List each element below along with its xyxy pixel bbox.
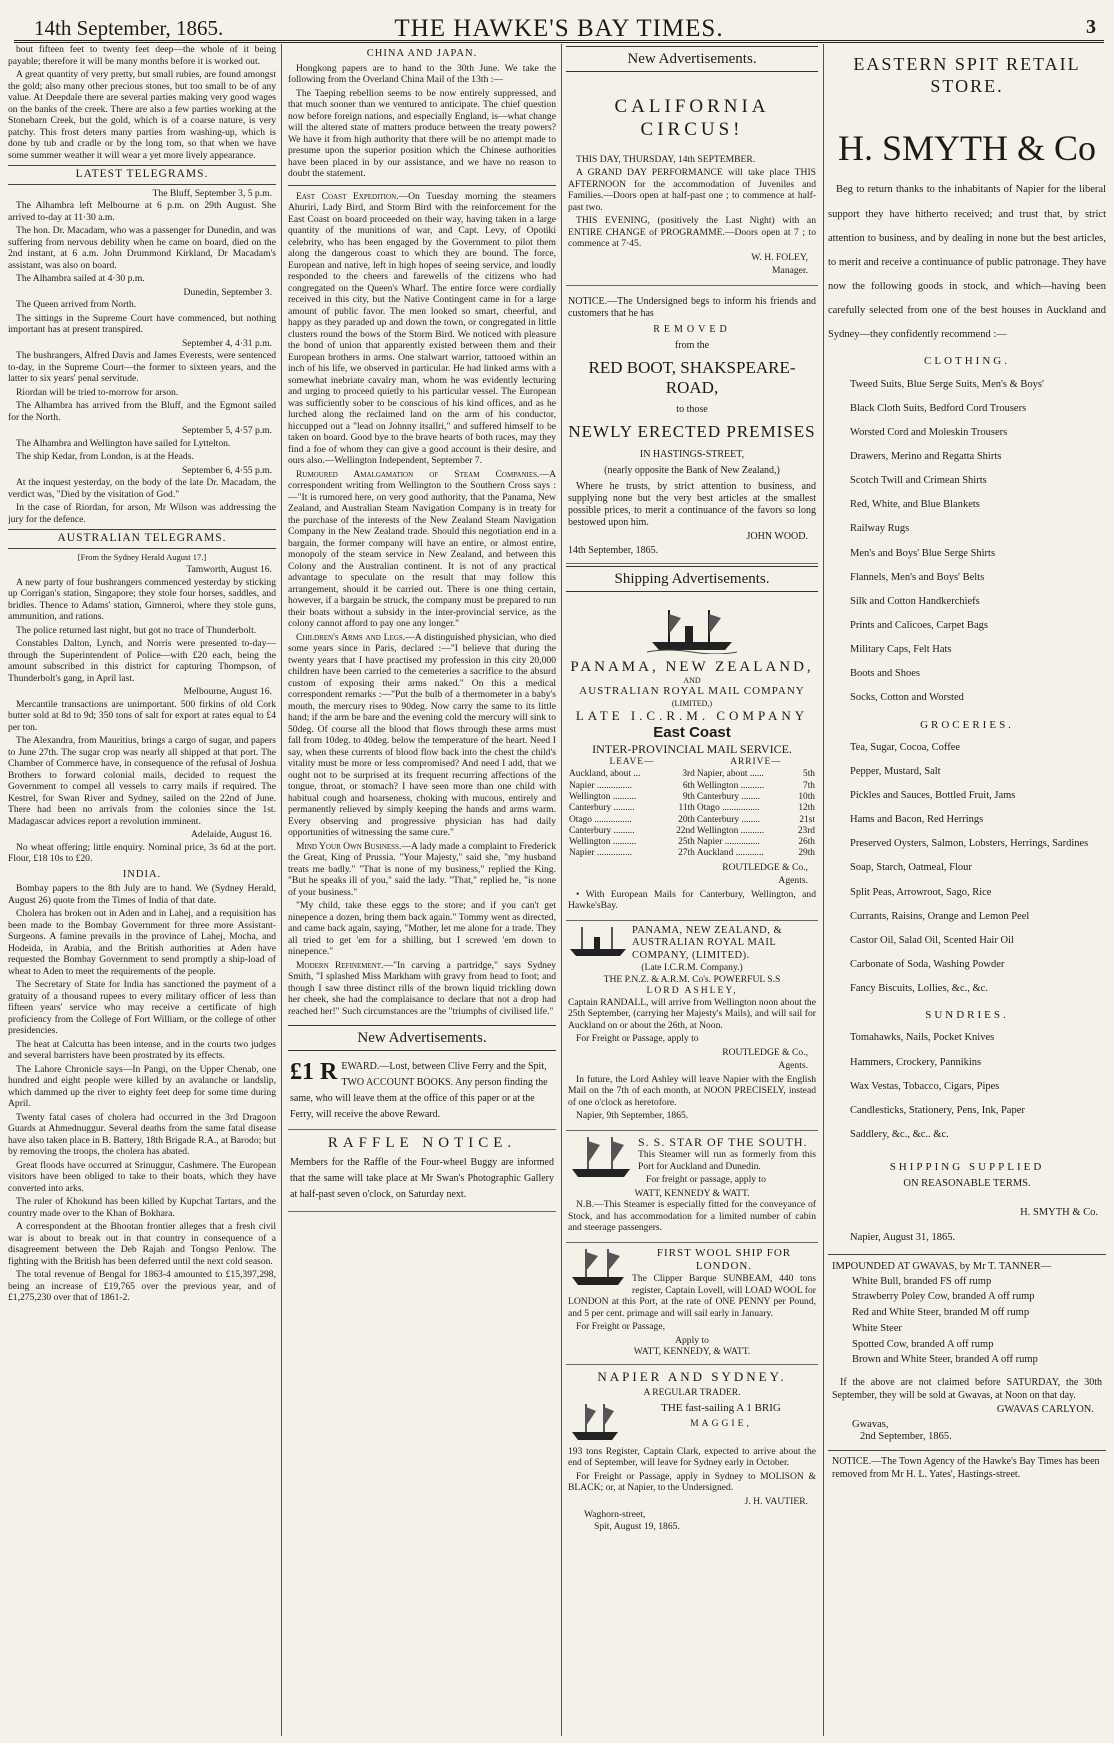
groceries-heading: GROCERIES.	[920, 718, 1014, 731]
clothing-heading: CLOTHING.	[924, 355, 1010, 368]
ashley-date: Napier, 9th September, 1865.	[576, 1110, 689, 1122]
stock-item: Preserved Oysters, Salmon, Lobsters, Herrings, Sardines	[850, 838, 1089, 850]
paragraph-text: "My child, take these eggs to the store; and if you can't get ninepence a dozen, bring them back again." Tommy went as directed, and came back again, saying, "Mother, let me alone for a trade. They all tried to get 'em for a shilling, but I screwed 'em down to ninepence."	[288, 900, 556, 958]
schedule-cell: 10th	[798, 791, 815, 802]
mining-report	[8, 44, 276, 161]
circus-paragraph: A GRAND DAY PERFORMANCE will take place THIS AFTERNOON for the accommodation of Juveniles and Families.—Doors open at half-past one ; to commence at half-past two.	[568, 167, 816, 213]
telegram-text: Constables Dalton, Lynch, and Norris were presented to-day—through the Superintendent of Police—with £20 each, being the amount subscribed in this district for capturing Thompson, of Thunderbolt's gang, in April last.	[8, 638, 276, 684]
telegram-text: The police returned last night, but got no trace of Thunderbolt.	[16, 624, 257, 636]
schedule-cell: 12th	[798, 803, 815, 814]
pnz-mail-ad	[566, 596, 818, 921]
schedule-cell: 27th	[678, 848, 695, 859]
schedule-row	[568, 803, 816, 814]
schedule-row	[568, 848, 816, 859]
sydney-heading: NAPIER AND SYDNEY.	[597, 1368, 787, 1384]
agent-name: ROUTLEDGE & Co.,	[722, 1046, 808, 1058]
stock-item: Hammers, Crockery, Pannikins	[850, 1056, 982, 1068]
stock-item: Tomahawks, Nails, Pocket Knives	[850, 1032, 995, 1044]
schedule-cell: Napier, about ......	[696, 769, 764, 780]
australian-telegram-list	[8, 564, 276, 865]
impounded-heading: IMPOUNDED AT GWAVAS, by Mr T. TANNER—	[832, 1261, 1052, 1273]
ashley-future: In future, the Lord Ashley will leave Napier with the English Mail on the 7th of each month, at NOON PRECISELY, instead of one o'clock as heretofore.	[568, 1073, 816, 1108]
circus-paragraph: THIS DAY, THURSDAY, 14th SEPTEMBER.	[576, 153, 756, 165]
schedule-cell: Canterbury ........	[696, 791, 761, 802]
article-paragraph: A great quantity of very pretty, but small rubies, are found amongst the gold; also many other precious stones, but too small to be of any value. At Deepdale there are several parties making very good wages on the banks of the creek. There are also a few parties working at the Stonebarn Creek, but the gold, which is of a coarse nature, is very patchy. This frost deters many parties from washing-up, which is done by tub and cradle or by the long tom, so that when we have some summer weather it will wear a yet more lively appearance.	[8, 69, 276, 161]
article-paragraph: The Lahore Chronicle says—In Pangi, on the Upper Chenab, one hundred and eight people were killed by an avalanche or landslip, which dammed up the river to eighty feet deep for some time during April.	[8, 1063, 276, 1110]
stock-item: Military Caps, Felt Hats	[850, 644, 952, 656]
notice-removed: REMOVED	[653, 323, 731, 335]
steamship-icon	[647, 604, 737, 654]
stock-item: Wax Vestas, Tobacco, Cigars, Pipes	[850, 1080, 1000, 1092]
stock-item: Silk and Cotton Handkerchiefs	[850, 595, 980, 607]
stock-item: Scotch Twill and Crimean Shirts	[850, 475, 987, 487]
dateline: Melbourne, August 16.	[183, 686, 272, 698]
wool-heading: FIRST WOOL SHIP FOR LONDON.	[656, 1246, 792, 1273]
impounded-item: Strawberry Poley Cow, branded A off rump	[852, 1291, 1035, 1303]
pnz-and: AND	[683, 675, 701, 685]
schedule-cell: Otago ................	[696, 803, 760, 814]
pnz-limited: (LIMITED,)	[671, 698, 713, 708]
circus-paragraph: THIS EVENING, (positively the Last Night) with an ENTIRE CHANGE of PROGRAMME.—Doors open at 7 ; to commence at 7·45.	[568, 215, 816, 250]
stock-item: Hams and Bacon, Red Herrings	[850, 814, 984, 826]
brig-freight: For Freight or Passage, apply in Sydney to MOLISON & BLACK; or, at Napier, to the Undersigned.	[568, 1470, 816, 1494]
store-name: EASTERN SPIT RETAIL STORE.	[853, 54, 1081, 96]
stock-item: Socks, Cotton and Worsted	[850, 692, 964, 704]
schedule-row	[568, 826, 816, 837]
article-paragraph: The Taeping rebellion seems to be now entirely suppressed, and that much sooner than we ventured to anticipate. The chief question now before foreign nations, and especially England, is—what change will the altered state of matters produce between the treaty powers? We have it from high authority that there will be no attempt made to presume upon the superior position which the Chinese authorities have been placed in by our assistance, and we have no reason to doubt the statement.	[288, 87, 556, 180]
paragraph-heading: Mind Your Own Business.	[296, 840, 402, 852]
dateline: Dunedin, September 3.	[183, 286, 272, 298]
dateline: September 4, 4·31 p.m.	[181, 337, 272, 349]
ashley-freight: For Freight or Passage, apply to	[576, 1033, 699, 1045]
store-date: Napier, August 31, 1865.	[828, 1222, 1106, 1256]
section-heading-telegrams: LATEST TELEGRAMS.	[8, 165, 276, 185]
column-4	[828, 44, 1106, 1736]
lord-ashley-ad	[566, 921, 818, 1131]
schedule-cell: 29th	[798, 848, 815, 859]
stock-item: Carbonate of Soda, Washing Powder	[850, 958, 1005, 970]
article-paragraph: Bombay papers to the 8th July are to hand. We (Sydney Herald, August 26) quote from the Times of India of that date.	[8, 883, 276, 906]
groceries-list	[828, 736, 1106, 1002]
store-signature: H. SMYTH & Co.	[1020, 1206, 1098, 1218]
stock-item: Pickles and Sauces, Bottled Fruit, Jams	[850, 789, 1016, 801]
paragraph-text: —A distinguished physician, who died some years since in Paris, declared :—"I believe that during the twenty years that I have practised my profession in this city 20,000 children have been carried to the cemeteries a sacrifice to the absurd custom of exposing their arms naked." On this a medical correspondent remarks :—"Put the bulb of a thermometer in a baby's mouth, the mercury rises to 90deg. Now carry the same to its little hand; if the arm be bare and the evening cold the mercury will sink to 50deg. Of course all the blood that flows through these arms must fall from 10deg. to 40deg. below the temperature of the heart. Need I say, when these currents of blood flow back into the chest the child's vitality must be more or less compromised? And need I add, that we ought not to be surprised at its frequent recurring affections of the tongue, throat, or stomach? I have seen more than one child with habitual cough and hoarseness, choking with mucous, entirely and permanently relieved by simply keeping the hands and arms warm. Every observing and progressive physician has had daily opportunities of witnessing the same cure."	[288, 631, 556, 839]
wool-ship-ad	[566, 1243, 818, 1365]
impounded-item: White Steer	[852, 1322, 902, 1334]
sailing-ship-icon	[568, 1247, 628, 1289]
paragraph-heading: Children's Arms and Legs.	[296, 631, 406, 643]
dateline: Adelaide, August 16.	[190, 829, 272, 841]
issue-date: 14th September, 1865.	[34, 16, 224, 40]
circus-signature: W. H. FOLEY,	[751, 251, 808, 263]
schedule-cell: 26th	[798, 837, 815, 848]
pnz-late: LATE I.C.R.M. COMPANY	[575, 708, 809, 724]
pnz-line1: PANAMA, NEW ZEALAND,	[570, 658, 814, 675]
circus-title: CALIFORNIA CIRCUS!	[614, 96, 770, 140]
arrive-header: ARRIVE—	[730, 757, 782, 768]
notice-premises: NEWLY ERECTED PREMISES	[568, 422, 816, 442]
schedule-cell: Wellington ..........	[696, 825, 765, 836]
stock-item: Worsted Cord and Moleskin Trousers	[850, 426, 1008, 438]
raffle-heading: RAFFLE NOTICE.	[327, 1135, 517, 1152]
schedule-cell: 3rd	[682, 769, 695, 780]
article-paragraph: Cholera has broken out in Aden and in Lahej, and a requisition has been made to the Bombay Government for three more Assistant-Surgeons. A famine prevails in the province of Lahej, Mocha, and Hodeida, in Arabia, and the British authorities at Aden have requested the Bombay Government to send promptly a ship-load of wheat to Aden to meet the requirements of the people.	[8, 908, 276, 977]
paragraph-text: —On Tuesday morning the steamers Ahuriri, Lady Bird, and Storm Bird with the reinforcement for the East Coast on board proceeded on their way, having taken in a large quantity of the munitions of war, and Capt. Levy, of Opotiki celebrity, who has been engaged by the Government to pilot them along the dangerous coast to which they are bound. The force, European and native, left in high hopes of seeing service, and loudly responded to the cheers and farewells of the citizens who had congregated on the Queen's Wharf. The entire force were cordially received in this city, but the Native Contingent came in for a large amount of public favor. The men looked so smart, cheerful, and happy as they paraded up and down the town, or congregated in little clusters round the bows of the Storm Bird. We noticed with pleasure the bond of union that apparently existed between them and their European brothers in arms. One stalwart warrior, tattooed within an inch of his life, we observed in particular. He had linked arms with a somewhat inebriate cavalry man, whom he was evidently lecturing and urging to proceed quietly to his particular vessel. The European was sufficiently sober to be conscious of his kind offices, and as he lurched along the reclaimed land on the arm of his conductor, hiccupped out a "lead on Johnny itsallri," and suffered himself to be taken on board. Good bye to the brave hearts of both races, may they find a foe of whom they can give a good account is their desire, and ours also.—Wellington Independent, September 7.	[288, 190, 556, 467]
removal-notice	[566, 286, 818, 564]
article-paragraph: The Secretary of State for India has sanctioned the payment of a gratuity of a thousand rupees to every military officer of less than fifteen years' service who may receive a certificate of high proficiency from the College of Fort William, or the college of other presidencies.	[8, 979, 276, 1037]
star-heading: S. S. STAR OF THE SOUTH.	[638, 1134, 808, 1149]
wool-apply: Apply to	[675, 1334, 709, 1346]
brig-line: THE fast-sailing A 1 BRIG	[661, 1401, 781, 1414]
clothing-list	[828, 373, 1106, 711]
impounded-place: Gwavas,	[852, 1418, 889, 1430]
telegram-text: The Alhambra left Melbourne at 6 p.m. on 29th August. She arrived to-day at 11·30 a.m.	[8, 200, 276, 223]
telegram-text: The hon. Dr. Macadam, who was a passenger for Dunedin, and was suffering from nervous debility when he came on board, died on the 2nd instant, at 6 a.m. John Drummond Kirkland, Dr Macadam's assistant, was also on board.	[8, 225, 276, 271]
schedule-cell: Napier ...............	[696, 837, 760, 848]
schedule-cell: 9th	[682, 791, 695, 802]
paragraph-heading: Rumoured Amalgamation of Steam Companies.	[296, 468, 540, 480]
circus-ad	[566, 76, 818, 286]
telegram-text: In the case of Riordan, for arson, Mr Wilson was addressing the jury for the defence.	[8, 502, 276, 525]
impounded-list	[832, 1274, 1102, 1369]
notice-opposite: (nearly opposite the Bank of New Zealand,)	[604, 464, 780, 476]
telegram-text: The ship Kedar, from London, is at the Heads.	[16, 451, 194, 463]
article-paragraph: Great floods have occurred at Srinuggur, Cashmere. The European visitors have been obliged to take to their boats, which they have converted into arks.	[8, 1159, 276, 1194]
telegram-text: Riordan will be tried to-morrow for arson.	[16, 386, 179, 398]
stock-item: Castor Oil, Salad Oil, Scented Hair Oil	[850, 934, 1014, 946]
star-of-south-ad	[566, 1131, 818, 1243]
agent-name: ROUTLEDGE & Co.,	[722, 861, 808, 873]
dateline: The Bluff, September 3, 5 p.m.	[152, 187, 272, 199]
schedule-cell: 11th	[678, 803, 695, 814]
telegram-list	[8, 188, 276, 526]
news-paragraph	[288, 469, 556, 630]
sundries-list	[828, 1026, 1106, 1147]
ashley-name: LORD ASHLEY,	[646, 985, 738, 997]
masthead	[14, 6, 1104, 43]
brig-signature: J. H. VAUTIER.	[744, 1495, 808, 1507]
column-divider	[561, 44, 562, 1736]
brig-date: Spit, August 19, 1865.	[594, 1520, 680, 1532]
china-news	[288, 63, 556, 180]
reasonable-terms: ON REASONABLE TERMS.	[903, 1178, 1031, 1190]
schedule-cell: Canterbury ........	[696, 814, 761, 825]
news-paragraphs	[288, 191, 556, 1018]
stock-item: Soap, Starch, Oatmeal, Flour	[850, 862, 972, 874]
impounded-item: Spotted Cow, branded A off rump	[852, 1338, 994, 1350]
schedule-row	[568, 792, 816, 803]
reward-initial: £1 R	[290, 1059, 338, 1086]
mail-schedule-table	[568, 756, 816, 860]
telegram-text: The sittings in the Supreme Court have commenced, but nothing important has at present transpired.	[8, 312, 276, 336]
schedule-cell: Napier ...............	[569, 848, 633, 859]
schedule-row	[568, 781, 816, 792]
schedule-row	[568, 837, 816, 848]
agent-label: Agents.	[778, 1060, 808, 1072]
column-divider	[823, 44, 824, 1736]
notice-to: to those	[676, 404, 708, 416]
section-heading-australian: AUSTRALIAN TELEGRAMS.	[8, 529, 276, 549]
sailing-ship-icon	[568, 1135, 634, 1181]
stock-item: Flannels, Men's and Boys' Belts	[850, 571, 985, 583]
impounded-item: Brown and White Steer, branded A off rump	[852, 1354, 1038, 1366]
notice-from: from the	[674, 339, 710, 351]
schedule-cell: Otago ................	[569, 814, 632, 825]
stock-item: Split Peas, Arrowroot, Sago, Rice	[850, 886, 992, 898]
column-1	[8, 44, 276, 1736]
stock-item: Prints and Calicoes, Carpet Bags	[850, 619, 988, 631]
notice-red-boot: RED BOOT, SHAKSPEARE-ROAD,	[588, 357, 796, 397]
pnz-inter: INTER-PROVINCIAL MAIL SERVICE.	[592, 741, 792, 756]
article-paragraph: The heat at Calcutta has been intense, and in the courts two judges and several barristers have been prostrated by its effects.	[8, 1038, 276, 1062]
stock-item: Saddlery, &c., &c.. &c.	[850, 1129, 949, 1140]
paragraph-text: —"In carving a partridge," says Sydney Smith, "I splashed Miss Markham with gravy from head to foot; and though I saw three distinct rills of the brown liquid trickling down her cheek, she had the complaisance to declare that not a drop had reached her!" Such circumstances are the "triumphs of civilised life."	[288, 959, 556, 1017]
star-freight: For freight or passage, apply to	[646, 1174, 766, 1186]
news-paragraph	[288, 900, 556, 958]
article-paragraph: The ruler of Khokund has been killed by Kupchat Tartars, and the country made over to the Khan of Bokhara.	[8, 1196, 276, 1219]
news-paragraph	[288, 841, 556, 899]
column-3	[566, 44, 818, 1736]
impounded-item: Red and White Steer, branded M off rump	[852, 1307, 1030, 1319]
schedule-cell: 6th	[682, 780, 695, 791]
shipping-heading: Shipping Advertisements.	[566, 566, 818, 592]
dateline: September 5, 4·57 p.m.	[181, 425, 272, 437]
schedule-row	[568, 815, 816, 826]
news-paragraph	[288, 632, 556, 839]
stock-item: Fancy Biscuits, Lollies, &c., &c.	[850, 983, 988, 995]
stock-item: Red, White, and Blue Blankets	[850, 499, 980, 511]
schedule-cell: 7th	[803, 780, 815, 791]
impounded-signature: GWAVAS CARLYON.	[996, 1404, 1094, 1416]
new-advertisements-heading: New Advertisements.	[566, 46, 818, 72]
stock-item: Men's and Boys' Blue Serge Shirts	[850, 547, 996, 559]
article-paragraph: Twenty fatal cases of cholera had occurred in the 3rd Dragoon Guards at Ahmednuggur. Several deaths from the same fatal disease have also taken place in B. Battery, 18th Brigade R.A., at Barodo; but by removing the troops, the cholera has abated.	[8, 1111, 276, 1158]
schedule-cell: 25th	[678, 837, 695, 848]
brig-address: Waghorn-street,	[584, 1509, 646, 1521]
telegram-text: The Queen arrived from North.	[16, 299, 137, 311]
schedule-cell: 5th	[803, 769, 815, 780]
schedule-cell: Auckland ............	[696, 848, 764, 859]
schedule-row	[568, 769, 816, 780]
sydney-sub: A REGULAR TRADER.	[643, 1387, 741, 1399]
article-paragraph: Hongkong papers are to hand to the 30th June. We take the following from the Overland China Mail of the 13th :—	[288, 62, 556, 86]
agency-notice: NOTICE.—The Town Agency of the Hawke's Bay Times has been removed from Mr H. L. Yates', Hastings-street.	[828, 1450, 1106, 1485]
agent-label: Agents.	[778, 875, 808, 887]
schedule-cell: Canterbury .........	[569, 825, 635, 836]
telegram-text: Mercantile transactions are unimportant. 500 firkins of old Cork butter sold at 8d to 9d; 350 tons of salt for export at rates equal to £4 per ton.	[8, 698, 276, 733]
napier-sydney-ad	[566, 1365, 818, 1539]
news-paragraph	[288, 191, 556, 467]
stock-item: Boots and Shoes	[850, 668, 921, 680]
sundries-heading: SUNDRIES.	[925, 1009, 1009, 1022]
stock-item: Candlesticks, Stationery, Pens, Ink, Paper	[850, 1104, 1025, 1116]
new-advertisements-heading: New Advertisements.	[288, 1025, 556, 1051]
stock-item: Black Cloth Suits, Bedford Cord Trousers	[850, 402, 1027, 414]
agent-name: WATT, KENNEDY & WATT.	[634, 1187, 750, 1199]
pnz-line2: AUSTRALIAN ROYAL MAIL COMPANY	[579, 685, 805, 698]
telegram-text: At the inquest yesterday, on the body of the late Dr. Macadam, the verdict was, "Died by the visitation of God."	[8, 477, 276, 500]
dateline: September 6, 4·55 p.m.	[181, 464, 272, 476]
impounded-ad	[828, 1255, 1106, 1450]
schedule-cell: Auckland, about ...	[569, 769, 641, 780]
dateline: Tamworth, August 16.	[186, 564, 272, 576]
steamship-icon	[568, 925, 628, 959]
notice-signature: JOHN WOOD.	[746, 530, 808, 542]
notice-street: IN HASTINGS-STREET,	[639, 448, 745, 460]
news-paragraph	[288, 960, 556, 1018]
ashley-powerful: THE P.N.Z. & A.R.M. Co's. POWERFUL S.S	[603, 973, 781, 985]
brig-icon	[568, 1402, 622, 1444]
schedule-cell: 21st	[799, 814, 815, 825]
stock-item: Drawers, Merino and Regatta Shirts	[850, 450, 1002, 462]
article-paragraph: A correspondent at the Bhootan frontier alleges that a fresh civil war is about to break out in that country in consequence of a disagreement between the Deb Rajah and Tongso Penlow. The fighting with the British has been deferred until the next cold season.	[8, 1221, 276, 1267]
schedule-cell: Wellington ..........	[569, 837, 637, 848]
page-number: 3	[1086, 16, 1096, 38]
column-divider	[281, 44, 282, 1736]
schedule-cell: 23rd	[797, 825, 815, 836]
notice-lead: NOTICE.—The Undersigned begs to inform his friends and customers that he has	[568, 295, 816, 319]
telegram-text: The Alhambra and Wellington have sailed for Lyttelton.	[16, 437, 231, 449]
paragraph-heading: Modern Refinement.	[296, 959, 384, 971]
agent-name: WATT, KENNEDY, & WATT.	[633, 1346, 751, 1358]
wool-freight: For Freight or Passage,	[576, 1321, 665, 1333]
schedule-cell: 20th	[678, 814, 695, 825]
firm-name: H. SMYTH & Co	[837, 128, 1097, 169]
telegram-text: A new party of four bushrangers commenced yesterday by sticking up Corrigan's station, Singapore; they stole four horses, saddles, and bridles. Thence to Adams' station, Gimneroi, where they stole guns, ammunition, and rations.	[8, 576, 276, 623]
section-heading-india: INDIA.	[122, 868, 162, 880]
wool-body: The Clipper Barque SUNBEAM, 440 tons register, Captain Lovell, will LOAD WOOL for LONDON at this Port, at the rate of ONE PENNY per Pound, and 5 per cent. primage and will sail early in January.	[568, 1273, 816, 1319]
circus-signature-title: Manager.	[772, 265, 808, 277]
european-mails-note: • With European Mails for Canterbury, Wellington, and Hawke'sBay.	[568, 888, 816, 912]
paragraph-heading: East Coast Expedition.	[296, 190, 399, 202]
brig-body: 193 tons Register, Captain Clark, expected to arrive about the end of September, will leave for Sydney early in October.	[568, 1445, 816, 1469]
column-2	[288, 44, 556, 1736]
raffle-text: Members for the Raffle of the Four-wheel Buggy are informed that the same will take place at Mr Swan's Photographic Gallery at half-past seven o'clock, on Saturday next.	[290, 1157, 554, 1201]
reward-text: EWARD.—Lost, between Clive Ferry and the Spit, TWO ACCOUNT BOOKS. Any person finding the same, who will leave them at the office of this paper or at the Ferry, will receive the above Reward.	[290, 1061, 548, 1121]
schedule-cell: Napier ...............	[569, 780, 633, 791]
star-body: This Steamer will run as formerly from this Port for Auckland and Dunedin.	[638, 1149, 816, 1172]
stock-item: Tweed Suits, Blue Serge Suits, Men's & Boys'	[850, 378, 1044, 390]
raffle-ad	[288, 1130, 556, 1212]
stock-item: Currants, Raisins, Orange and Lemon Peel	[850, 910, 1030, 922]
stock-item: Pepper, Mustard, Salt	[850, 765, 941, 777]
notice-body: Where he trusts, by strict attention to business, and supplying none but the very best articles at the smallest possible prices, to merit a continuance of the favors so long bestowed upon him.	[568, 480, 816, 528]
ashley-body: Captain RANDALL, will arrive from Wellington noon about the 25th September, (carrying her Majesty's Mails), and will sail for Auckland on or about the 26th, at Noon.	[568, 996, 816, 1031]
article-paragraph: bout fifteen feet to twenty feet deep—the whole of it being payable; therefore it will be many months before it is worked out.	[8, 44, 276, 67]
ashley-heading: PANAMA, NEW ZEALAND, & AUSTRALIAN ROYAL MAIL COMPANY, (LIMITED).	[632, 924, 783, 961]
schedule-cell: Wellington ..........	[696, 780, 765, 791]
divider	[288, 185, 556, 186]
section-heading-china: CHINA AND JAPAN.	[366, 48, 478, 59]
star-nb: N.B.—This Steamer is especially fitted for the conveyance of Stock, and has accommodation for a limited number of cabin and steerage passengers.	[568, 1199, 816, 1234]
source-note: [From the Sydney Herald August 17.]	[77, 552, 207, 563]
leave-header: LEAVE—	[609, 757, 655, 768]
notice-date: 14th September, 1865.	[568, 544, 659, 556]
ashley-late: (Late I.C.R.M. Company.)	[641, 962, 743, 974]
telegram-text: No wheat offering; little enquiry. Nominal price, 3s 6d at the port. Flour, £18 10s to £20.	[8, 841, 276, 865]
telegram-text: The Alhambra has arrived from the Bluff, and the Egmont sailed for the North.	[8, 400, 276, 423]
schedule-cell: Wellington ..........	[569, 791, 637, 802]
article-paragraph: The total revenue of Bengal for 1863-4 amounted to £15,397,298, being an increase of £19,765 over the previous year, and of £1,275,230 over that of 1861-2.	[8, 1269, 276, 1304]
paragraph-text: —A correspondent writing from Wellington to the Southern Cross says :—"It is rumored here, on very good authority, that the Panama, New Zealand, and Australian Steam Navigation Company is in treaty for the purchase of the interests of the New Zealand Steam Navigation Company in the New Zealand trade. Should this negotiation end in a bargain, the former company will have an entire, or almost entire, monopoly of the steam service in New Zealand, and between this Colony and the Australian continent. It is not of any practical advantage to speculate on the result that may follow this arrangement, should it be carried out. There is one thing certain, however, if a bargain be struck, the company must be prepared to run their boats without a subsidy in the inter-provincial service, as the colony cannot afford to pay one any longer."	[288, 468, 556, 630]
impounded-item: White Bull, branded FS off rump	[852, 1275, 992, 1287]
impounded-body: If the above are not claimed before SATURDAY, the 30th September, they will be sold at Gwavas, at Noon on that day.	[832, 1377, 1102, 1402]
circus-text	[568, 154, 816, 250]
paragraph-text: —A lady made a complaint to Frederick the Great, King of Prussia. "Your Majesty," said she, "my husband treats me badly." "That is none of my business," replied the King. "But he speaks ill of you," said the lady. "That," replied he, "is none of your business."	[288, 840, 556, 898]
stock-item: Tea, Sugar, Cocoa, Coffee	[850, 741, 961, 753]
india-news	[8, 883, 276, 1304]
brig-name: MAGGIE,	[690, 1417, 752, 1429]
shipping-supplied: SHIPPING SUPPLIED	[889, 1161, 1045, 1174]
impounded-date: 2nd September, 1865.	[860, 1431, 952, 1443]
store-intro: Beg to return thanks to the inhabitants of Napier for the liberal support they have hitherto received; and trust that, by strict attention to business, and by dealing in none but the best articles, to merit and receive a continuance of public patronage. They have now the following goods in stock, and which—having been carefully selected from one of the best houses in Auckland and Sydney—they confidently recommend :—	[828, 184, 1106, 341]
schedule-cell: Canterbury .........	[569, 803, 635, 814]
newspaper-title: THE HAWKE'S BAY TIMES.	[394, 15, 724, 42]
reward-ad	[288, 1055, 556, 1130]
telegram-text: The Alhambra sailed at 4·30 p.m.	[16, 273, 145, 285]
stock-item: Railway Rugs	[850, 523, 910, 535]
telegram-text: The bushrangers, Alfred Davis and James Everests, were sentenced to-day, in the Supreme Court—the former to sixteen years, and the latter to six years' penal servitude.	[8, 350, 276, 385]
telegram-text: The Alexandra, from Mauritius, brings a cargo of sugar, and papers to June 27th. The sugar crop was nearly all shipped at that port. The Chamber of Commerce have, in consequence of the refusal of Joshua Brothers to forward colonial mails, decided to request the Government to compel all vessels to carry mails if required. The Kestrel, for Swan River and Sydney, sailed on the 22nd of June. There had been no arrivals from the colonies since the 1st. Madagascar advices report a revolution imminent.	[8, 735, 276, 827]
schedule-cell: 22nd	[676, 825, 695, 836]
pnz-east-coast: East Coast	[653, 723, 731, 741]
